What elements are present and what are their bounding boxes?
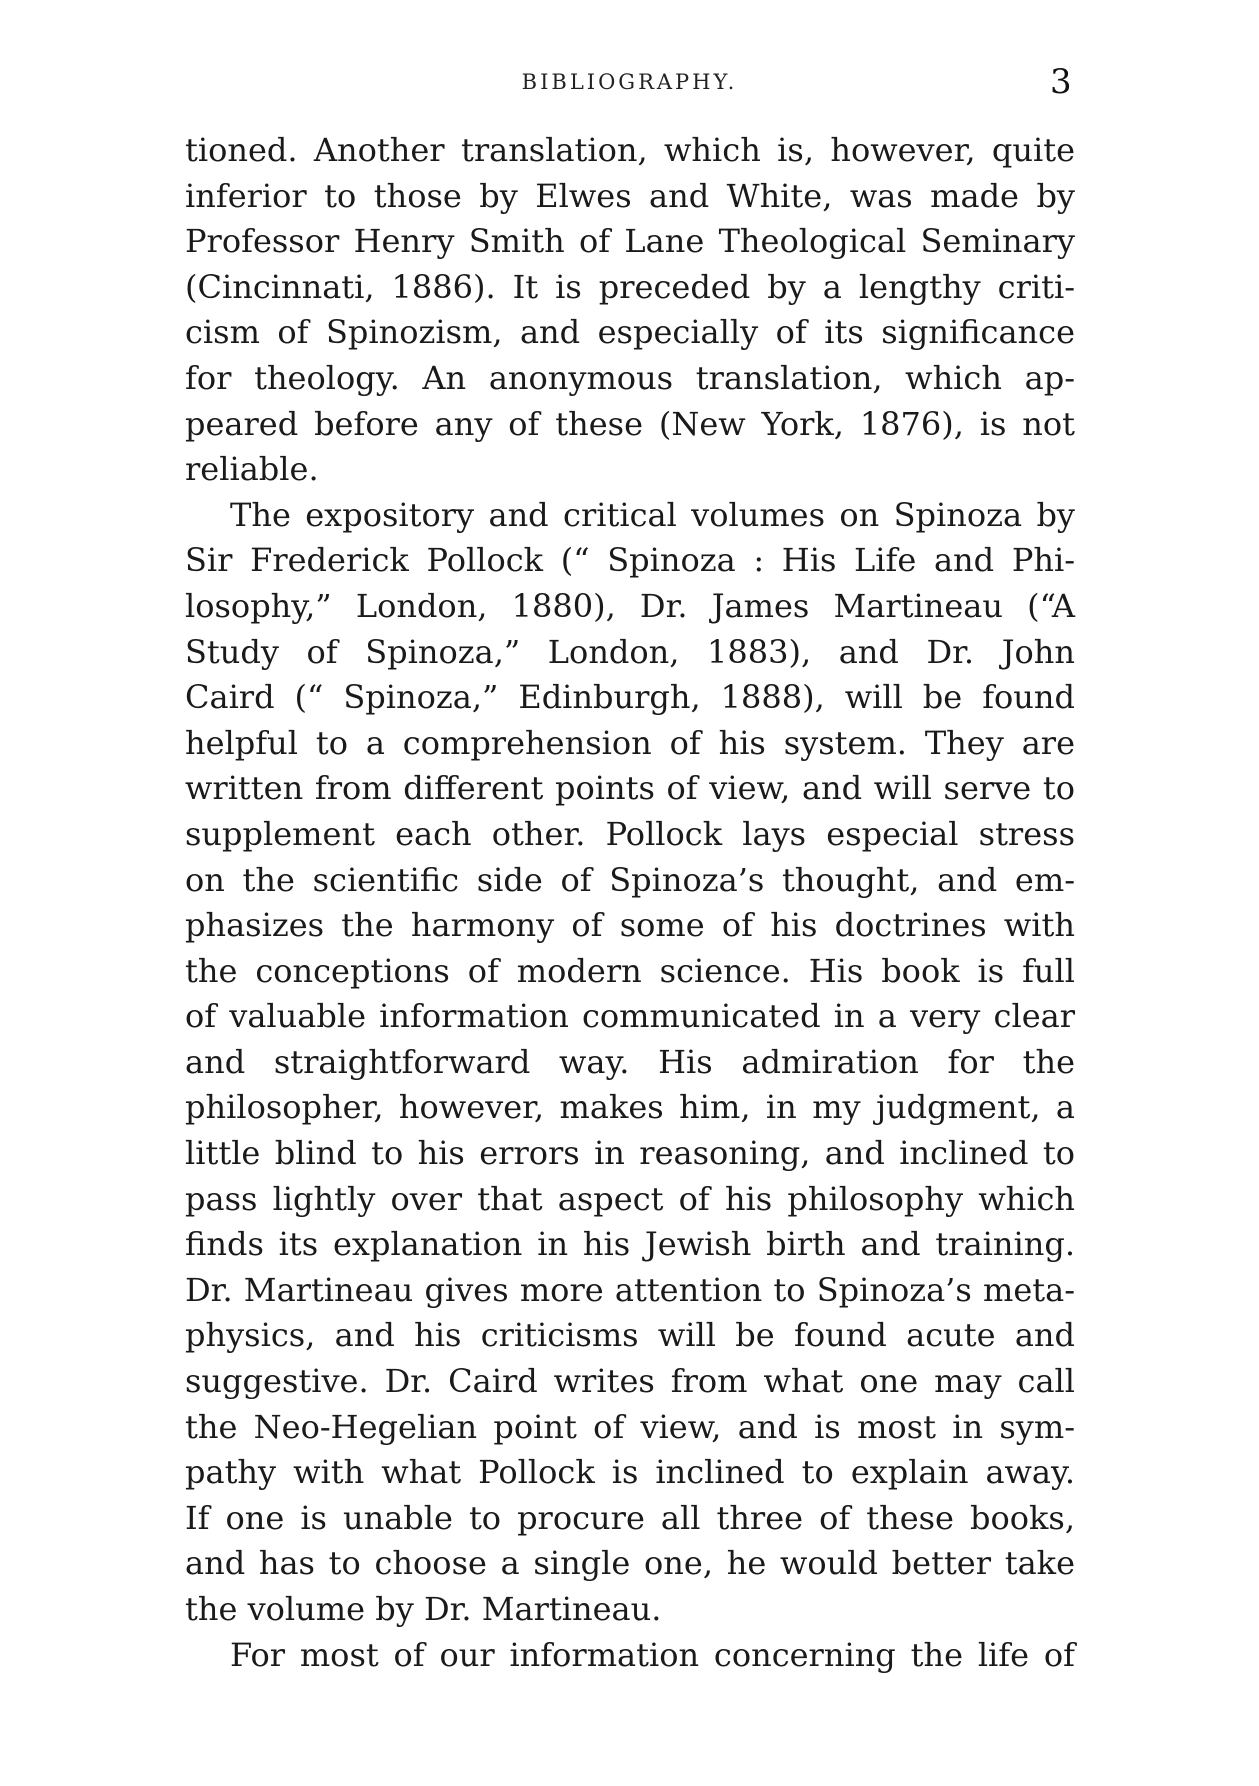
text-line: pathy with what Pollock is inclined to explain away.	[185, 1453, 1075, 1492]
text-line: reliable.	[185, 450, 319, 489]
text-line: (Cincinnati, 1886). It is preceded by a lengthy criti-	[185, 267, 1075, 306]
text-line: philosopher, however, makes him, in my judgment, a	[185, 1088, 1075, 1127]
text-line: and straightforward way. His admiration for the	[185, 1042, 1075, 1081]
page-number: 3	[1050, 62, 1072, 102]
text-line: the Neo-Hegelian point of view, and is most in sym-	[185, 1407, 1075, 1446]
text-line: helpful to a comprehension of his system. They are	[185, 723, 1075, 762]
text-line: Professor Henry Smith of Lane Theological Seminary	[185, 222, 1075, 261]
text-line: If one is unable to procure all three of these books,	[185, 1498, 1075, 1537]
text-line: physics, and his criticisms will be found acute and	[185, 1316, 1075, 1355]
text-line: suggestive. Dr. Caird writes from what one may call	[185, 1362, 1075, 1401]
text-line: inferior to those by Elwes and White, was made by	[185, 176, 1075, 215]
text-line: pass lightly over that aspect of his philosophy which	[185, 1179, 1075, 1218]
text-line: phasizes the harmony of some of his doctrines with	[185, 906, 1075, 945]
text-line: finds its explanation in his Jewish birth and training.	[185, 1225, 1075, 1264]
text-line: Sir Frederick Pollock (“ Spinoza : His Life and Phi-	[185, 541, 1075, 580]
text-line: losophy,” London, 1880), Dr. James Martineau (“A	[185, 586, 1075, 625]
text-line: tioned. Another translation, which is, however, quite	[185, 131, 1075, 169]
text-line: Dr. Martineau gives more attention to Spinoza’s meta-	[185, 1270, 1075, 1309]
text-line: peared before any of these (New York, 1876), is not	[185, 404, 1075, 443]
text-line: for theology. An anonymous translation, which ap-	[185, 358, 1075, 397]
text-line: of valuable information communicated in a very clear	[185, 997, 1075, 1036]
running-head	[0, 62, 1259, 102]
text-line: the volume by Dr. Martineau.	[185, 1590, 662, 1628]
text-line: and has to choose a single one, he would better take	[185, 1544, 1075, 1583]
text-line: supplement each other. Pollock lays especial stress	[185, 814, 1075, 853]
text-line: Study of Spinoza,” London, 1883), and Dr. John	[185, 632, 1075, 671]
text-line: cism of Spinozism, and especially of its significance	[185, 313, 1075, 352]
text-line: little blind to his errors in reasoning, and inclined to	[185, 1134, 1075, 1173]
text-line: For most of our information concerning the life of	[230, 1635, 1075, 1674]
text-line: on the scientific side of Spinoza’s thought, and em-	[185, 860, 1075, 899]
text-line: The expository and critical volumes on Spinoza by	[230, 495, 1075, 534]
body-text	[185, 128, 1075, 1678]
text-line: written from different points of view, and will serve to	[185, 769, 1075, 808]
running-title: BIBLIOGRAPHY.	[521, 70, 738, 94]
text-line: Caird (“ Spinoza,” Edinburgh, 1888), will be found	[185, 678, 1075, 717]
text-line: the conceptions of modern science. His book is full	[185, 951, 1075, 990]
